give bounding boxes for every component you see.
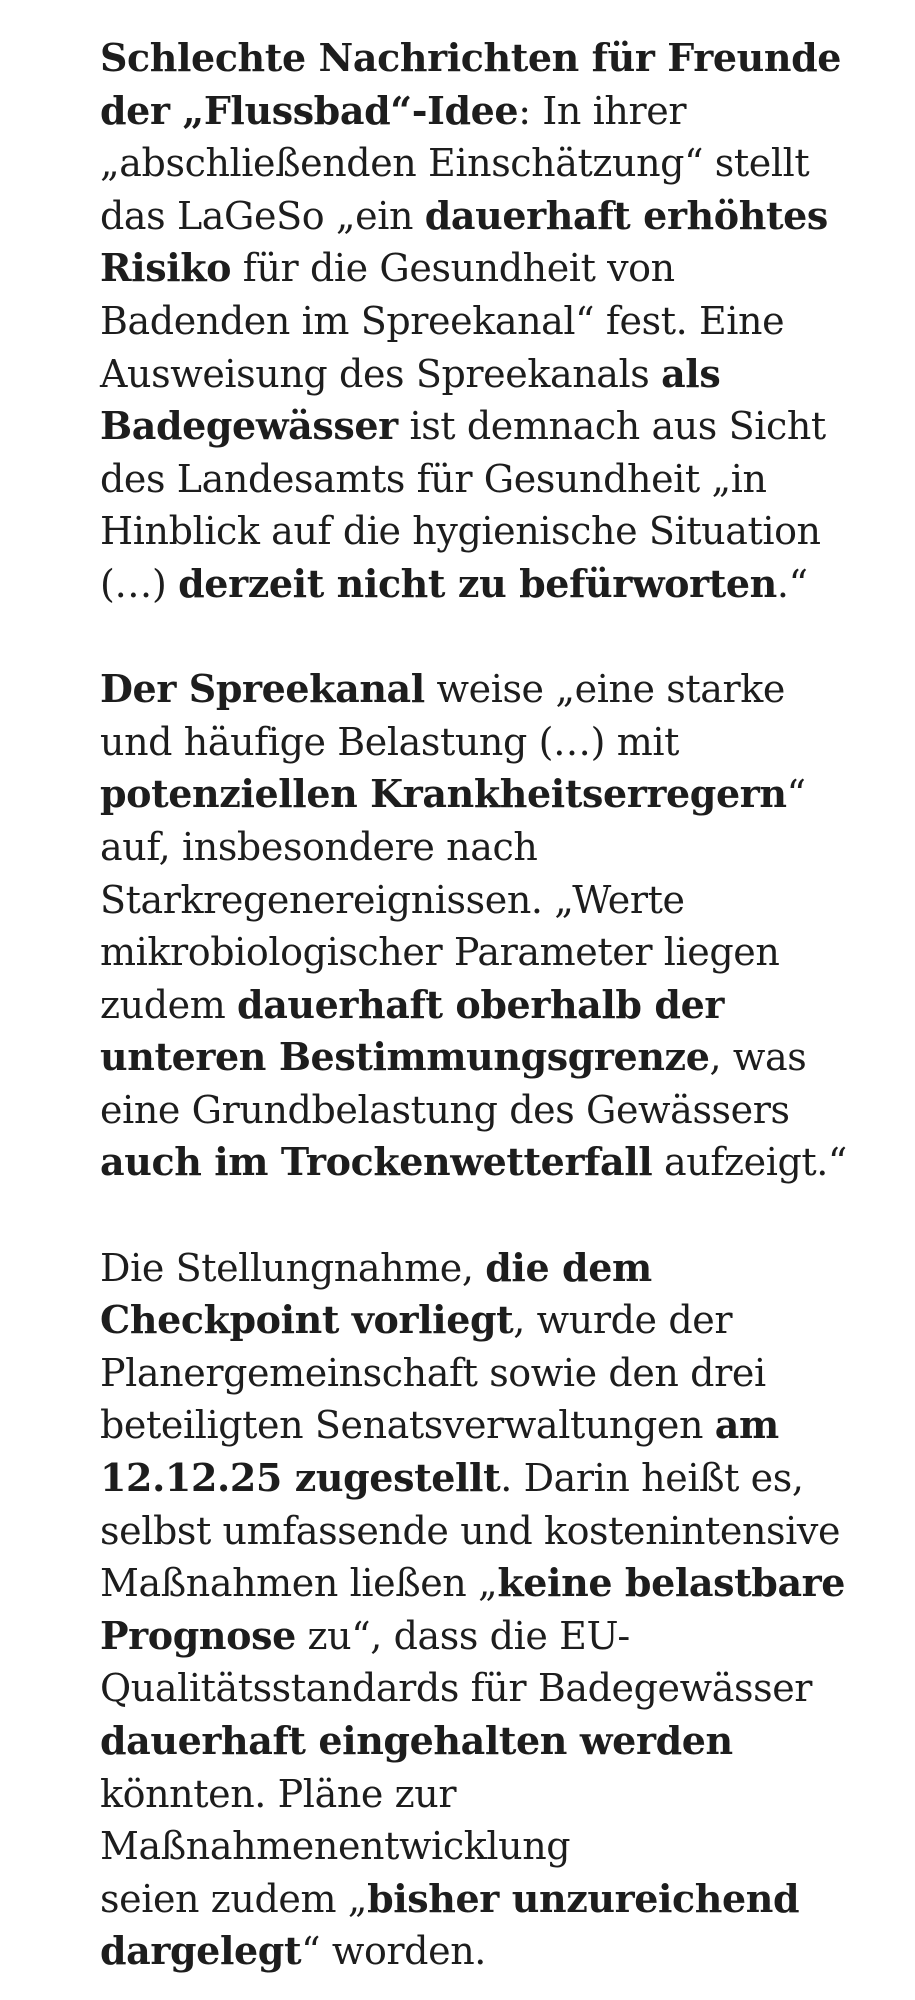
text-line [100,190,828,243]
text-segment: beteiligten Senatsverwaltungen [100,1403,715,1448]
text-line [100,348,820,401]
text-segment: Planergemeinschaft sowie den drei [100,1350,766,1395]
text-segment: , wurde der [513,1298,733,1343]
text-line [100,242,820,295]
bold-text: Schlechte Nachrichten für Freunde [100,35,842,80]
text-segment: “ worden. [301,1929,486,1974]
text-segment: „abschließenden Einschätzung“ stellt [100,141,810,186]
text-segment: zu“, dass die EU- [295,1613,630,1658]
text-line [100,85,820,138]
article-body [100,32,847,1978]
text-line [100,1873,820,1926]
text-line [100,716,820,769]
text-segment: könnten. Pläne zur [100,1771,457,1816]
text-segment: Qualitätsstandards für Badegewässer [100,1666,813,1711]
text-line [100,1136,847,1189]
bold-text: Prognose [100,1612,296,1658]
bold-text: unteren Bestimmungsgrenze [100,1034,710,1080]
text-line [100,1452,820,1505]
text-line [100,453,820,506]
bold-text: die dem [485,1244,652,1290]
text-line [100,1610,820,1663]
bold-text: keine belastbare [497,1560,846,1606]
bold-text: Badegewässer [100,403,398,449]
bold-text: derzeit nicht zu befürworten [178,560,777,606]
text-line [100,1557,846,1610]
text-line [100,1347,820,1400]
text-segment: das LaGeSo „ein [100,193,425,238]
bold-text: 12.12.25 zugestellt [100,1455,501,1501]
bold-text: bisher unzureichend [367,1875,800,1921]
bold-text: dargelegt [100,1928,302,1974]
text-segment: des Landesamts für Gesundheit „in [100,456,767,501]
text-line [100,821,820,874]
text-line [100,1294,820,1347]
text-segment: .“ [776,561,808,606]
text-segment: auf, insbesondere nach [100,824,538,869]
text-line [100,32,842,85]
text-line [100,1399,820,1452]
text-line [100,1505,841,1558]
bold-text: dauerhaft oberhalb der [237,981,724,1027]
text-segment: . Darin heißt es, [500,1456,804,1501]
bold-text: Checkpoint vorliegt [100,1297,514,1343]
text-line [100,663,820,716]
text-line [100,505,820,558]
text-line [100,1820,820,1873]
text-line [100,768,820,821]
text-segment: selbst umfassende und kostenintensive [100,1508,841,1553]
text-line [100,558,820,611]
bold-text: potenziellen Krankheitserregern [100,771,787,817]
text-line [100,979,820,1032]
bold-text: dauerhaft eingehalten werden [100,1718,733,1763]
bold-text: am [714,1402,779,1448]
text-segment: Maßnahmenentwicklung [100,1824,571,1869]
text-line [100,1768,820,1821]
bold-text: Risiko [100,245,232,291]
text-line [100,1242,820,1295]
text-segment: (…) [100,561,179,606]
bold-text: der „Flussbad“-Idee [100,87,519,133]
text-segment: seien zudem „ [100,1876,368,1921]
text-segment: mikrobiologischer Parameter liegen [100,930,780,975]
text-line [100,926,820,979]
text-line [100,874,820,927]
bold-text: Der Spreekanal [100,666,425,712]
text-segment: “ [786,772,806,817]
text-line [100,137,820,190]
text-segment: weise „eine starke [424,667,786,712]
text-segment: Maßnahmen ließen „ [100,1561,498,1606]
text-line [100,1925,820,1978]
text-line [100,1715,820,1768]
text-line [100,1084,820,1137]
text-line [100,1031,820,1084]
text-segment: : In ihrer [518,88,687,133]
text-segment: Badenden im Spreekanal“ fest. Eine [100,298,785,343]
text-segment: aufzeigt.“ [652,1140,847,1185]
bold-text: dauerhaft erhöhtes [424,192,828,238]
paragraph-3 [100,1242,846,1978]
text-segment: für die Gesundheit von [231,246,675,291]
paragraph-2 [100,663,847,1189]
bold-text: als [661,350,721,396]
text-segment: , was [709,1035,807,1080]
text-segment: und häufige Belastung (…) mit [100,719,679,764]
bold-text: auch im Trockenwetterfall [100,1139,653,1185]
text-line [100,1662,820,1715]
text-segment: zudem [100,982,238,1027]
text-segment: Ausweisung des Spreekanals [100,351,662,396]
text-segment: Die Stellungnahme, [100,1245,486,1290]
paragraph-1 [100,32,842,611]
text-line [100,400,826,453]
text-segment: Hinblick auf die hygienische Situation [100,509,821,554]
text-segment: Starkregenereignissen. „Werte [100,877,685,922]
text-segment: ist demnach aus Sicht [397,404,826,449]
text-segment: eine Grundbelastung des Gewässers [100,1087,790,1132]
text-line [100,295,820,348]
